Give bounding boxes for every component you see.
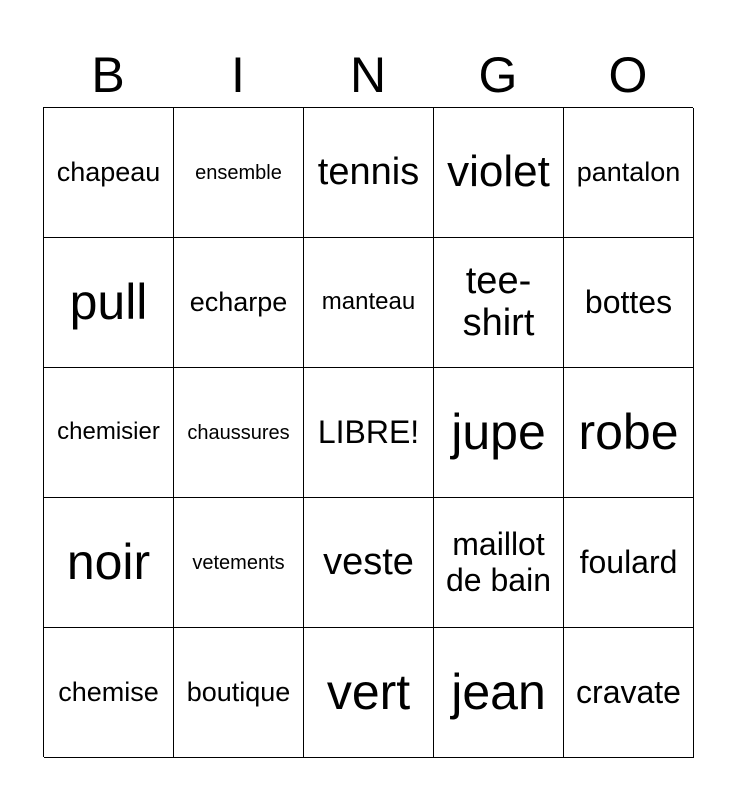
cell-label: tee-shirt <box>462 259 535 344</box>
cell-label: jean <box>451 664 546 720</box>
cell-label: noir <box>66 534 151 590</box>
header-letter-g: G <box>478 47 518 103</box>
bingo-cell[interactable] <box>304 108 434 238</box>
bingo-cell[interactable] <box>564 498 694 628</box>
cell-label: tennis <box>317 150 420 193</box>
bingo-cell[interactable] <box>564 108 694 238</box>
cell-label: maillot de bain <box>446 526 551 598</box>
cell-label: jupe <box>451 404 546 460</box>
cell-label: pantalon <box>576 156 681 187</box>
bingo-cell[interactable] <box>304 628 434 758</box>
cell-label: chemise <box>58 676 159 707</box>
cell-label: manteau <box>321 288 416 316</box>
header-letter-i: I <box>231 47 245 103</box>
bingo-cell[interactable] <box>44 108 174 238</box>
bingo-cell[interactable] <box>564 238 694 368</box>
cell-label: foulard <box>579 543 678 580</box>
cell-label: bottes <box>584 283 673 320</box>
bingo-cell[interactable] <box>434 498 564 628</box>
bingo-cell[interactable] <box>44 368 174 498</box>
bingo-cell[interactable] <box>564 628 694 758</box>
cell-label: chaussures <box>187 421 290 444</box>
bingo-cell[interactable] <box>434 628 564 758</box>
cell-label: chapeau <box>56 156 161 187</box>
bingo-cell[interactable] <box>174 628 304 758</box>
bingo-cell[interactable] <box>44 628 174 758</box>
cell-label: ensemble <box>195 161 282 184</box>
bingo-cell[interactable] <box>434 368 564 498</box>
cell-label: vert <box>326 664 411 720</box>
cell-label: pull <box>69 274 148 330</box>
bingo-cell[interactable] <box>174 108 304 238</box>
cell-label: boutique <box>186 676 291 707</box>
bingo-cell[interactable] <box>434 238 564 368</box>
bingo-cell[interactable] <box>564 368 694 498</box>
bingo-board <box>43 107 693 757</box>
bingo-cell[interactable] <box>174 238 304 368</box>
cell-label: LIBRE! <box>317 413 420 450</box>
bingo-cell[interactable] <box>44 238 174 368</box>
bingo-cell[interactable] <box>304 238 434 368</box>
header-letter-n: N <box>349 47 387 103</box>
header-letter-b: B <box>91 47 125 103</box>
cell-label: robe <box>578 404 679 460</box>
bingo-cell[interactable] <box>44 498 174 628</box>
cell-label: veste <box>323 540 414 583</box>
cell-label: chemisier <box>57 418 160 446</box>
bingo-header <box>43 44 693 106</box>
cell-label: vetements <box>192 551 285 574</box>
bingo-cell[interactable] <box>174 498 304 628</box>
bingo-cell[interactable] <box>304 368 434 498</box>
bingo-cell[interactable] <box>174 368 304 498</box>
bingo-cell[interactable] <box>434 108 564 238</box>
bingo-cell[interactable] <box>304 498 434 628</box>
header-letter-o: O <box>608 47 648 103</box>
cell-label: violet <box>447 147 550 197</box>
cell-label: cravate <box>576 673 681 710</box>
cell-label: echarpe <box>189 286 288 317</box>
